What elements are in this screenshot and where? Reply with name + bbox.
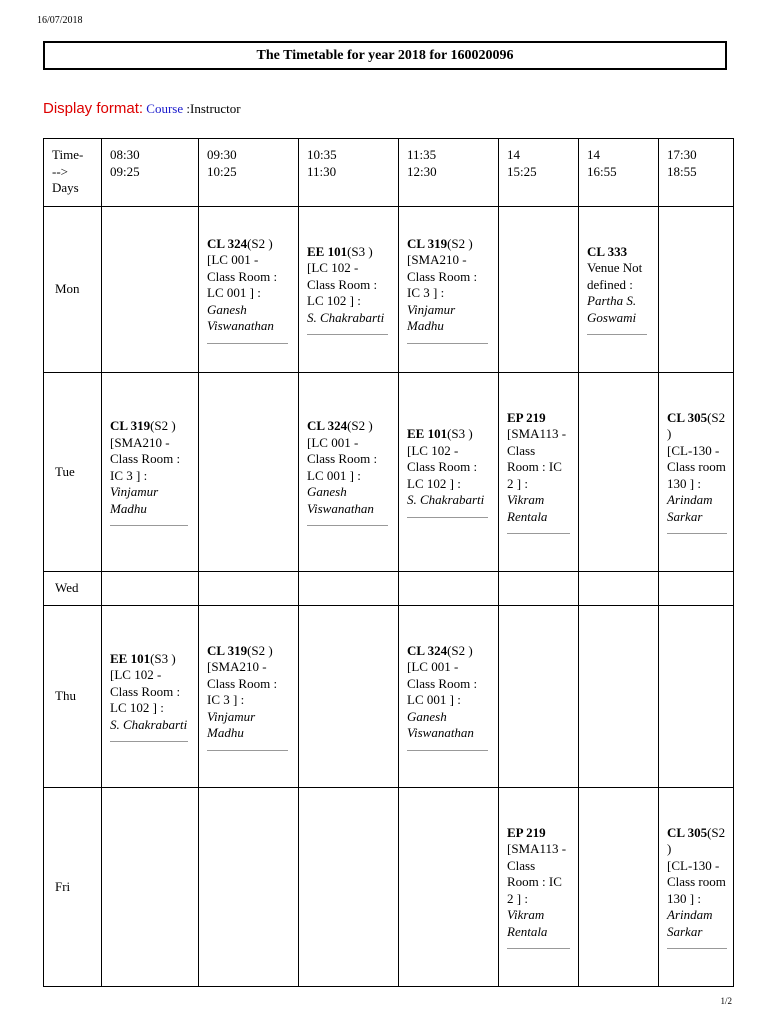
course-entry bbox=[507, 410, 570, 535]
course-code: EP 219 bbox=[507, 824, 546, 840]
course-venue: [CL-130 - Class room 130 ] : bbox=[667, 442, 726, 491]
cell-empty bbox=[579, 606, 659, 788]
course-venue: [LC 102 - Class Room : LC 102 ] : bbox=[407, 442, 478, 491]
slot-header: 17:30 18:55 bbox=[659, 139, 734, 207]
course-instructor: Vikram Rentala bbox=[507, 492, 548, 524]
course-instructor: Vinjamur Madhu bbox=[407, 301, 456, 333]
course-instructor: Vikram Rentala bbox=[507, 907, 548, 939]
legend-course: Course bbox=[146, 101, 184, 116]
course-instructor: Vinjamur Madhu bbox=[207, 708, 256, 740]
course-instructor: S. Chakrabarti bbox=[307, 309, 385, 325]
cell-empty bbox=[579, 788, 659, 987]
cell-empty bbox=[399, 788, 499, 987]
course-code: EE 101 bbox=[407, 426, 448, 442]
course-venue: [SMA210 - Class Room : IC 3 ] : bbox=[110, 434, 181, 483]
cell-empty bbox=[499, 572, 579, 606]
course-section: (S2 ) bbox=[247, 235, 273, 251]
course-entry bbox=[667, 825, 727, 950]
cell-mon-1035 bbox=[299, 207, 399, 373]
course-venue: [SMA113 - Class Room : IC 2 ] : bbox=[507, 426, 567, 491]
course-code: CL 305 bbox=[667, 824, 708, 840]
slot-header: 09:30 10:25 bbox=[199, 139, 299, 207]
header-row bbox=[44, 139, 734, 207]
page-title: The Timetable for year 2018 for 160020096 bbox=[43, 41, 727, 70]
course-entry bbox=[110, 418, 188, 526]
course-section: (S2 ) bbox=[347, 418, 373, 433]
cell-fri-1525 bbox=[499, 788, 579, 987]
cell-thu-1135 bbox=[399, 606, 499, 788]
day-label: Thu bbox=[44, 606, 102, 788]
course-entry bbox=[507, 825, 570, 950]
cell-mon-1655 bbox=[579, 207, 659, 373]
course-code: CL 319 bbox=[110, 418, 151, 433]
course-venue: [SMA113 - Class Room : IC 2 ] : bbox=[507, 841, 567, 906]
course-section: (S3 ) bbox=[347, 243, 373, 259]
cell-empty bbox=[199, 788, 299, 987]
cell-empty bbox=[199, 373, 299, 572]
course-code: CL 324 bbox=[207, 235, 248, 251]
slot-header: 14 16:55 bbox=[579, 139, 659, 207]
day-label: Tue bbox=[44, 373, 102, 572]
course-entry bbox=[207, 643, 288, 751]
course-entry bbox=[307, 418, 388, 526]
course-venue: [LC 001 - Class Room : LC 001 ] : bbox=[207, 252, 278, 300]
course-section: (S2 ) bbox=[667, 824, 726, 857]
cell-thu-0830 bbox=[102, 606, 199, 788]
cell-empty bbox=[399, 572, 499, 606]
course-instructor: Ganesh Viswanathan bbox=[407, 708, 474, 740]
course-instructor: Partha S. Goswami bbox=[587, 293, 637, 325]
course-code: EP 219 bbox=[507, 409, 546, 425]
course-venue: [SMA210 - Class Room : IC 3 ] : bbox=[407, 252, 478, 300]
cell-empty bbox=[199, 572, 299, 606]
course-instructor: Arindam Sarkar bbox=[667, 492, 713, 524]
course-instructor: S. Chakrabarti bbox=[110, 716, 188, 732]
course-code: EE 101 bbox=[110, 650, 151, 666]
display-format-label: Display format: bbox=[43, 100, 144, 117]
course-instructor: Arindam Sarkar bbox=[667, 907, 713, 939]
slot-header: 11:35 12:30 bbox=[399, 139, 499, 207]
cell-tue-0830 bbox=[102, 373, 199, 572]
course-section: (S3 ) bbox=[150, 650, 176, 666]
cell-empty bbox=[299, 572, 399, 606]
slot-header: 10:35 11:30 bbox=[299, 139, 399, 207]
row-thu bbox=[44, 606, 734, 788]
cell-empty bbox=[299, 606, 399, 788]
course-code: CL 319 bbox=[407, 235, 448, 251]
course-section: (S2 ) bbox=[247, 642, 273, 658]
cell-tue-1035 bbox=[299, 373, 399, 572]
course-section: (S3 ) bbox=[447, 426, 473, 442]
page-number: 1/2 bbox=[720, 996, 732, 1006]
cell-empty bbox=[579, 373, 659, 572]
cell-tue-1135 bbox=[399, 373, 499, 572]
course-section: (S2 ) bbox=[447, 235, 473, 251]
course-venue: [CL-130 - Class room 130 ] : bbox=[667, 857, 726, 906]
course-entry bbox=[407, 236, 488, 344]
cell-empty bbox=[499, 606, 579, 788]
row-wed bbox=[44, 572, 734, 606]
cell-empty bbox=[499, 207, 579, 373]
course-code: CL 319 bbox=[207, 642, 248, 658]
course-instructor: Ganesh Viswanathan bbox=[307, 484, 374, 516]
course-code: CL 324 bbox=[407, 642, 448, 658]
row-tue bbox=[44, 373, 734, 572]
legend-separator: : bbox=[183, 101, 190, 116]
course-instructor: Vinjamur Madhu bbox=[110, 484, 159, 516]
day-label: Wed bbox=[44, 572, 102, 606]
course-section: (S2 ) bbox=[667, 409, 726, 442]
slot-header: 14 15:25 bbox=[499, 139, 579, 207]
course-entry bbox=[587, 244, 647, 336]
row-fri bbox=[44, 788, 734, 987]
cell-fri-1730 bbox=[659, 788, 734, 987]
legend-instructor: Instructor bbox=[190, 101, 241, 116]
cell-tue-1525 bbox=[499, 373, 579, 572]
course-entry bbox=[207, 236, 288, 344]
cell-empty bbox=[659, 572, 734, 606]
course-section: (S2 ) bbox=[447, 642, 473, 658]
course-instructor: S. Chakrabarti bbox=[407, 492, 485, 508]
day-label: Mon bbox=[44, 207, 102, 373]
course-entry bbox=[110, 651, 188, 743]
corner-header: Time- --> Days bbox=[44, 139, 102, 207]
cell-mon-1135 bbox=[399, 207, 499, 373]
course-entry bbox=[407, 643, 488, 751]
cell-empty bbox=[102, 207, 199, 373]
cell-empty bbox=[659, 207, 734, 373]
cell-empty bbox=[659, 606, 734, 788]
course-entry bbox=[667, 410, 727, 535]
course-venue: [SMA210 - Class Room : IC 3 ] : bbox=[207, 659, 278, 707]
print-date: 16/07/2018 bbox=[37, 15, 83, 26]
cell-thu-0930 bbox=[199, 606, 299, 788]
course-entry bbox=[407, 426, 488, 518]
cell-mon-0930 bbox=[199, 207, 299, 373]
cell-tue-1730 bbox=[659, 373, 734, 572]
day-label: Fri bbox=[44, 788, 102, 987]
course-venue: [LC 001 - Class Room : LC 001 ] : bbox=[307, 434, 378, 483]
course-code: EE 101 bbox=[307, 243, 348, 259]
slot-header: 08:30 09:25 bbox=[102, 139, 199, 207]
course-code: CL 333 bbox=[587, 243, 628, 259]
display-format-legend bbox=[43, 100, 241, 117]
course-section: (S2 ) bbox=[150, 418, 176, 433]
cell-empty bbox=[579, 572, 659, 606]
course-instructor: Ganesh Viswanathan bbox=[207, 301, 274, 333]
row-mon bbox=[44, 207, 734, 373]
course-venue: [LC 102 - Class Room : LC 102 ] : bbox=[307, 260, 378, 309]
course-entry bbox=[307, 244, 388, 336]
cell-empty bbox=[299, 788, 399, 987]
course-venue: [LC 001 - Class Room : LC 001 ] : bbox=[407, 659, 478, 707]
cell-empty bbox=[102, 788, 199, 987]
course-code: CL 305 bbox=[667, 409, 708, 425]
course-venue: Venue Not defined : bbox=[587, 260, 643, 292]
course-code: CL 324 bbox=[307, 418, 348, 433]
course-venue: [LC 102 - Class Room : LC 102 ] : bbox=[110, 667, 181, 716]
timetable bbox=[43, 138, 734, 987]
cell-empty bbox=[102, 572, 199, 606]
